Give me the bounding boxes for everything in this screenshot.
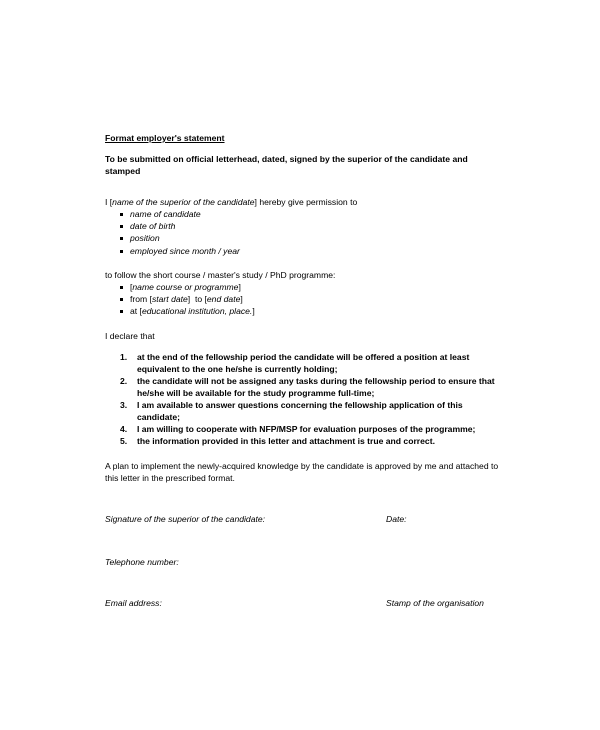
list-number: 2. <box>120 376 128 386</box>
list-item <box>105 423 505 435</box>
start-date-placeholder: start date <box>151 294 188 305</box>
bullet-icon <box>120 286 123 289</box>
list-item <box>105 208 240 220</box>
programme-details-list <box>105 281 255 318</box>
document-subtitle: To be submitted on official letterhead, dated, signed by the superior of the candidate and stamped <box>105 154 468 176</box>
list-item <box>105 399 505 423</box>
declaration-text: at the end of the fellowship period the candidate will be offered a position at least equivalent to the one he/she is currently holding; <box>137 352 470 374</box>
course-suffix: ] <box>238 282 241 292</box>
bullet-icon <box>120 250 123 253</box>
bullet-icon <box>120 237 123 240</box>
intro-line <box>105 196 525 208</box>
institution-suffix: ] <box>252 306 255 317</box>
dates-to: ] to [ <box>187 294 207 305</box>
email-label: Email address: <box>105 598 162 608</box>
date-label: Date: <box>386 514 407 524</box>
bullet-icon <box>120 310 123 313</box>
list-item <box>105 281 255 293</box>
list-item <box>105 293 255 305</box>
dates-from: from [ <box>130 294 152 305</box>
document-title: Format employer's statement <box>105 133 225 143</box>
end-date-placeholder: end date <box>206 294 241 305</box>
follow-programme-text: to follow the short course / master's study / PhD programme: <box>105 270 336 280</box>
candidate-item-employed: employed since month / year <box>130 245 240 256</box>
institution-placeholder: educational institution, place. <box>141 306 253 317</box>
bullet-icon <box>120 213 123 216</box>
list-number: 3. <box>120 400 128 410</box>
list-number: 1. <box>120 352 128 362</box>
declaration-text: the information provided in this letter and attachment is true and correct. <box>137 436 435 446</box>
list-item <box>105 232 240 244</box>
list-number: 5. <box>120 436 128 446</box>
bullet-icon <box>120 225 123 228</box>
intro-prefix: I [ <box>105 197 113 207</box>
candidate-details-list <box>105 208 240 257</box>
list-item <box>105 245 240 257</box>
intro-suffix: ] hereby give permission to <box>254 197 358 207</box>
candidate-item-position: position <box>130 233 160 244</box>
declarations-list <box>105 351 505 447</box>
list-item <box>105 220 240 232</box>
intro-placeholder: name of the superior of the candidate <box>112 197 255 207</box>
declare-text: I declare that <box>105 331 155 341</box>
list-item <box>105 435 505 447</box>
signature-label: Signature of the superior of the candidate: <box>105 514 266 524</box>
course-placeholder: name course or programme <box>132 282 239 292</box>
list-item <box>105 351 505 375</box>
declaration-text: I am willing to cooperate with NFP/MSP for evaluation purposes of the programme; <box>137 424 476 434</box>
candidate-item-name: name of candidate <box>130 209 201 219</box>
course-prefix: [ <box>130 282 133 292</box>
institution-prefix: at [ <box>130 306 142 317</box>
list-number: 4. <box>120 424 128 434</box>
telephone-label: Telephone number: <box>105 557 179 567</box>
list-item <box>105 375 505 399</box>
plan-paragraph: A plan to implement the newly-acquired knowledge by the candidate is approved by me and attached to this letter in the prescribed format. <box>105 461 499 483</box>
declaration-text: I am available to answer questions concerning the fellowship application of this candidate; <box>137 400 463 422</box>
candidate-item-dob: date of birth <box>130 221 176 232</box>
bullet-icon <box>120 298 123 301</box>
declaration-text: the candidate will not be assigned any tasks during the fellowship period to ensure that he/she will be available for the study programme full-time; <box>137 376 495 398</box>
dates-suffix: ] <box>240 294 243 305</box>
list-item <box>105 305 255 317</box>
stamp-label: Stamp of the organisation <box>386 598 484 608</box>
